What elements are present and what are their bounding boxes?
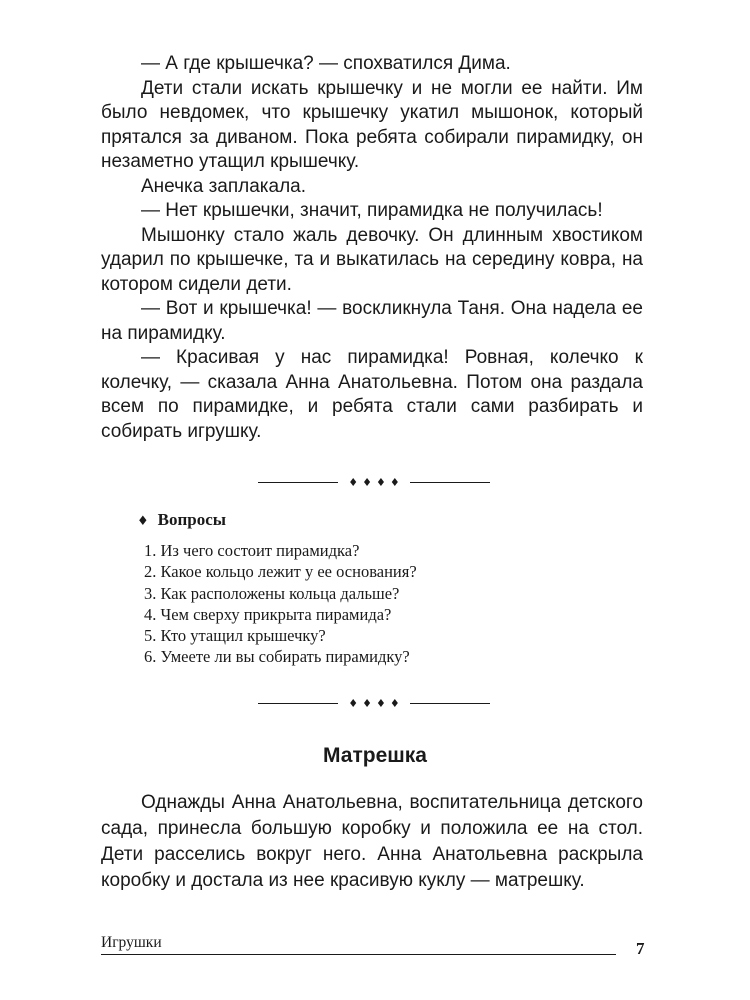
divider-line	[410, 703, 490, 704]
diamond-bullet-icon: ♦	[137, 514, 149, 529]
section-paragraph: Однажды Анна Анатольевна, воспитательница детского сада, принесла большую коробку и положила ее на стол. Дети расселись вокруг него. Анна Анатольевна раскрыла коробку и достала из нее красивую куклу — матрешку.	[101, 792, 643, 891]
story-paragraph: Мышонку стало жаль девочку. Он длинным хвостиком ударил по крышечке, та и выкатилась на середину ковра, на котором сидели дети.	[101, 224, 643, 295]
footer-rule	[101, 954, 616, 955]
story-paragraph: Дети стали искать крышечку и не могли ее найти. Им было невдомек, что крышечку укатил мышонок, который прятался за диваном. Пока ребята собирали пирамидку, он незаметно утащил крышечку.	[101, 77, 643, 172]
story-paragraph: — Красивая у нас пирамидка! Ровная, колечко к колечку, — сказала Анна Анатольевна. Потом она раздала всем по пирамидке, и ребята стали сами разбирать и собирать игрушку.	[101, 347, 643, 442]
question-item: 2. Какое кольцо лежит у ее основания?	[144, 562, 417, 582]
story-paragraph: — А где крышечка? — спохватился Дима.	[141, 53, 511, 74]
question-item: 5. Кто утащил крышечку?	[144, 626, 326, 646]
diamond-ornament-icon: ♦♦♦♦	[348, 696, 404, 710]
divider-line	[258, 703, 338, 704]
story-paragraph: — Вот и крышечка! — воскликнула Таня. Она надела ее на пирамидку.	[101, 298, 643, 344]
question-item: 6. Умеете ли вы собирать пирамидку?	[144, 647, 410, 667]
running-footer-chapter: Игрушки	[101, 934, 162, 951]
section-divider	[258, 474, 490, 490]
question-item: 1. Из чего состоит пирамидка?	[144, 541, 360, 560]
divider-line	[410, 482, 490, 483]
story-paragraph: — Нет крышечки, значит, пирамидка не получилась!	[141, 200, 603, 221]
story-paragraph: Анечка заплакала.	[141, 175, 307, 197]
page-number: 7	[636, 939, 645, 958]
diamond-ornament-icon: ♦♦♦♦	[348, 475, 404, 489]
section-title: Матрешка	[323, 744, 427, 767]
questions-title: Вопросы	[157, 510, 227, 529]
question-item: 4. Чем сверху прикрыта пирамида?	[144, 604, 392, 624]
questions-heading	[137, 510, 226, 530]
section-divider	[258, 695, 490, 711]
questions-list	[144, 540, 417, 668]
question-item: 3. Как расположены кольца дальше?	[144, 583, 400, 603]
divider-line	[258, 482, 338, 483]
